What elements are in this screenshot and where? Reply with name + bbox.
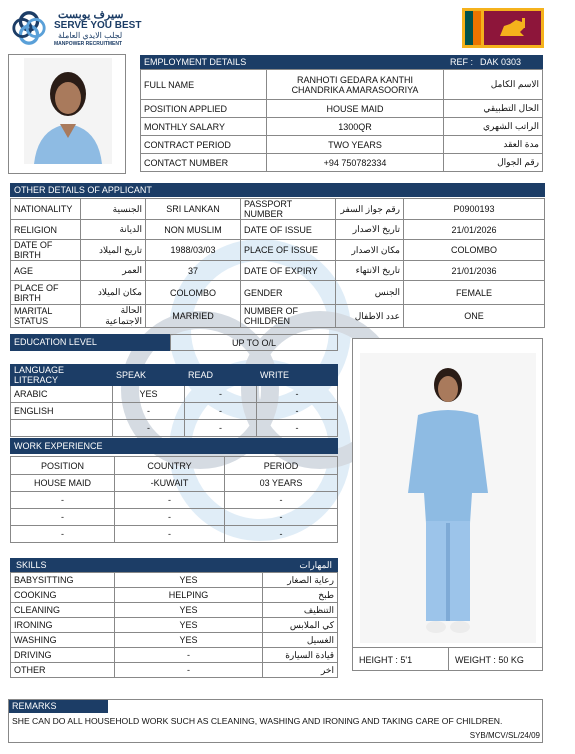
skill-name-ar: رعاية الصغار: [263, 573, 338, 588]
skill-name: IRONING: [11, 618, 115, 633]
other-value: NON MUSLIM: [146, 220, 241, 240]
skill-name: WASHING: [11, 633, 115, 648]
skills-table: [10, 572, 338, 678]
other-label: DATE OF EXPIRY: [241, 261, 336, 281]
skill-row: [11, 573, 338, 588]
work-position: HOUSE MAID: [11, 475, 115, 492]
work-period: -: [225, 492, 338, 509]
skill-row: [11, 663, 338, 678]
other-label-ar: مكان الميلاد: [81, 281, 146, 305]
other-label: MARITAL STATUS: [11, 305, 81, 328]
skill-value: YES: [115, 573, 263, 588]
employment-row: [141, 154, 543, 172]
work-col-header: POSITION: [11, 457, 115, 475]
language-header: SPEAK: [113, 365, 185, 386]
language-read: -: [185, 403, 257, 420]
work-header-row: [11, 457, 338, 475]
other-details-table: [10, 198, 545, 328]
employment-header-title: EMPLOYMENT DETAILS: [144, 57, 247, 67]
skill-row: [11, 633, 338, 648]
language-name: [11, 420, 113, 437]
employment-label-ar: الراتب الشهري: [444, 118, 543, 136]
other-label-ar: رقم جواز السفر: [336, 199, 404, 220]
other-label-ar: الجنس: [336, 281, 404, 305]
sri-lanka-flag: [462, 8, 544, 48]
other-details-row: [11, 261, 545, 281]
skill-value: YES: [115, 618, 263, 633]
skill-name: OTHER: [11, 663, 115, 678]
other-label: NUMBER OF CHILDREN: [241, 305, 336, 328]
language-name: ENGLISH: [11, 403, 113, 420]
skill-row: [11, 648, 338, 663]
other-label-ar: تاريخ الميلاد: [81, 240, 146, 261]
work-country: -: [115, 509, 225, 526]
skill-row: [11, 603, 338, 618]
skill-name: COOKING: [11, 588, 115, 603]
other-label-ar: الديانة: [81, 220, 146, 240]
skills-header-ar: المهارات: [299, 560, 332, 570]
work-country: -KUWAIT: [115, 475, 225, 492]
work-country: -: [115, 526, 225, 543]
employment-value: 1300QR: [267, 118, 444, 136]
other-details-row: [11, 305, 545, 328]
employment-label: MONTHLY SALARY: [141, 118, 267, 136]
other-details-row: [11, 220, 545, 240]
language-write: -: [257, 403, 338, 420]
other-label-ar: الجنسية: [81, 199, 146, 220]
language-header-row: [11, 365, 338, 386]
language-name: ARABIC: [11, 386, 113, 403]
applicant-photo-small: [8, 54, 126, 174]
other-label: RELIGION: [11, 220, 81, 240]
remarks-label: REMARKS: [8, 699, 108, 713]
education-label: EDUCATION LEVEL: [10, 334, 170, 351]
other-label: DATE OF ISSUE: [241, 220, 336, 240]
skill-name-ar: طبخ: [263, 588, 338, 603]
weight-value: WEIGHT : 50 KG: [449, 647, 543, 671]
other-label: PLACE OF ISSUE: [241, 240, 336, 261]
other-value: ONE: [404, 305, 545, 328]
remarks-code: SYB/MCV/SL/24/09: [469, 731, 540, 740]
language-table: [10, 364, 338, 437]
agency-arabic-sub: لجلب الايدي العاملة: [58, 31, 123, 40]
skills-header: [10, 558, 338, 572]
skills-header-en: SKILLS: [16, 560, 47, 570]
education-value: UP TO O/L: [170, 334, 338, 351]
other-label: PASSPORT NUMBER: [241, 199, 336, 220]
skill-value: HELPING: [115, 588, 263, 603]
skill-name: CLEANING: [11, 603, 115, 618]
agency-sub: MANPOWER RECRUITMENT: [54, 41, 123, 47]
employment-value: RANHOTI GEDARA KANTHI CHANDRIKA AMARASOORIYA: [267, 70, 444, 100]
other-value: COLOMBO: [146, 281, 241, 305]
skill-name-ar: التنظيف: [263, 603, 338, 618]
language-header: LANGUAGE LITERACY: [11, 365, 113, 386]
other-label-ar: تاريخ الانتهاء: [336, 261, 404, 281]
skill-name-ar: اخر: [263, 663, 338, 678]
remarks-text: SHE CAN DO ALL HOUSEHOLD WORK SUCH AS CLEANING, WASHING AND IRONING AND TAKING CARE OF CHILDREN.: [12, 716, 503, 726]
employment-label-ar: الحال التطبيقي: [444, 100, 543, 118]
language-write: -: [257, 386, 338, 403]
employment-label: FULL NAME: [141, 70, 267, 100]
skill-row: [11, 588, 338, 603]
language-read: -: [185, 386, 257, 403]
employment-value: +94 750782334: [267, 154, 444, 172]
language-write: -: [257, 420, 338, 437]
skill-value: YES: [115, 633, 263, 648]
other-label-ar: عدد الاطفال: [336, 305, 404, 328]
other-label: DATE OF BIRTH: [11, 240, 81, 261]
skill-name: DRIVING: [11, 648, 115, 663]
other-value: SRI LANKAN: [146, 199, 241, 220]
other-details-header: OTHER DETAILS OF APPLICANT: [10, 183, 545, 197]
skill-value: YES: [115, 603, 263, 618]
work-period: -: [225, 526, 338, 543]
agency-arabic: سيرف يوبست: [58, 9, 124, 21]
language-speak: -: [113, 403, 185, 420]
other-label-ar: الحالة الاجتماعية: [81, 305, 146, 328]
other-value: P0900193: [404, 199, 545, 220]
other-value: 21/01/2036: [404, 261, 545, 281]
skill-name: BABYSITTING: [11, 573, 115, 588]
other-label-ar: تاريخ الاصدار: [336, 220, 404, 240]
skill-name-ar: قيادة السيارة: [263, 648, 338, 663]
employment-label: CONTACT NUMBER: [141, 154, 267, 172]
employment-header: [140, 55, 543, 69]
work-col-header: PERIOD: [225, 457, 338, 475]
other-label: NATIONALITY: [11, 199, 81, 220]
language-row: [11, 386, 338, 403]
language-header: READ: [185, 365, 257, 386]
other-label-ar: العمر: [81, 261, 146, 281]
height-value: HEIGHT : 5'1: [353, 647, 449, 671]
employment-value: TWO YEARS: [267, 136, 444, 154]
other-label-ar: مكان الاصدار: [336, 240, 404, 261]
work-row: [11, 492, 338, 509]
employment-row: [141, 70, 543, 100]
other-details-row: [11, 240, 545, 261]
employment-label: CONTRACT PERIOD: [141, 136, 267, 154]
other-label: AGE: [11, 261, 81, 281]
employment-label-ar: مدة العقد: [444, 136, 543, 154]
work-row: [11, 475, 338, 492]
work-experience-header: WORK EXPERIENCE: [10, 438, 338, 454]
other-value: COLOMBO: [404, 240, 545, 261]
employment-label-ar: رقم الجوال: [444, 154, 543, 172]
skill-value: -: [115, 663, 263, 678]
employment-row: [141, 136, 543, 154]
ref-label: REF :: [450, 57, 474, 67]
other-details-row: [11, 281, 545, 305]
other-value: 37: [146, 261, 241, 281]
other-value: MARRIED: [146, 305, 241, 328]
work-col-header: COUNTRY: [115, 457, 225, 475]
employment-label-ar: الاسم الكامل: [444, 70, 543, 100]
language-row: [11, 403, 338, 420]
employment-row: [141, 100, 543, 118]
language-speak: -: [113, 420, 185, 437]
work-position: -: [11, 492, 115, 509]
language-read: -: [185, 420, 257, 437]
employment-value: HOUSE MAID: [267, 100, 444, 118]
other-value: FEMALE: [404, 281, 545, 305]
language-row: [11, 420, 338, 437]
agency-name: SERVE YOU BEST: [54, 20, 142, 31]
work-row: [11, 509, 338, 526]
ref-value: DAK 0303: [480, 57, 522, 67]
agency-logo-icon: [10, 8, 48, 48]
work-experience-table: [10, 456, 338, 543]
employment-table: [140, 69, 543, 172]
employment-row: [141, 118, 543, 136]
language-header: WRITE: [257, 365, 338, 386]
work-country: -: [115, 492, 225, 509]
work-row: [11, 526, 338, 543]
skill-name-ar: الغسيل: [263, 633, 338, 648]
language-speak: YES: [113, 386, 185, 403]
applicant-photo-full: [352, 338, 543, 671]
other-details-row: [11, 199, 545, 220]
skill-name-ar: كي الملابس: [263, 618, 338, 633]
skill-value: -: [115, 648, 263, 663]
work-position: -: [11, 526, 115, 543]
work-period: -: [225, 509, 338, 526]
lion-icon: [496, 16, 530, 40]
other-label: GENDER: [241, 281, 336, 305]
skill-row: [11, 618, 338, 633]
agency-logo: [10, 8, 150, 50]
other-value: 1988/03/03: [146, 240, 241, 261]
other-value: 21/01/2026: [404, 220, 545, 240]
work-position: -: [11, 509, 115, 526]
other-label: PLACE OF BIRTH: [11, 281, 81, 305]
employment-label: POSITION APPLIED: [141, 100, 267, 118]
work-period: 03 YEARS: [225, 475, 338, 492]
